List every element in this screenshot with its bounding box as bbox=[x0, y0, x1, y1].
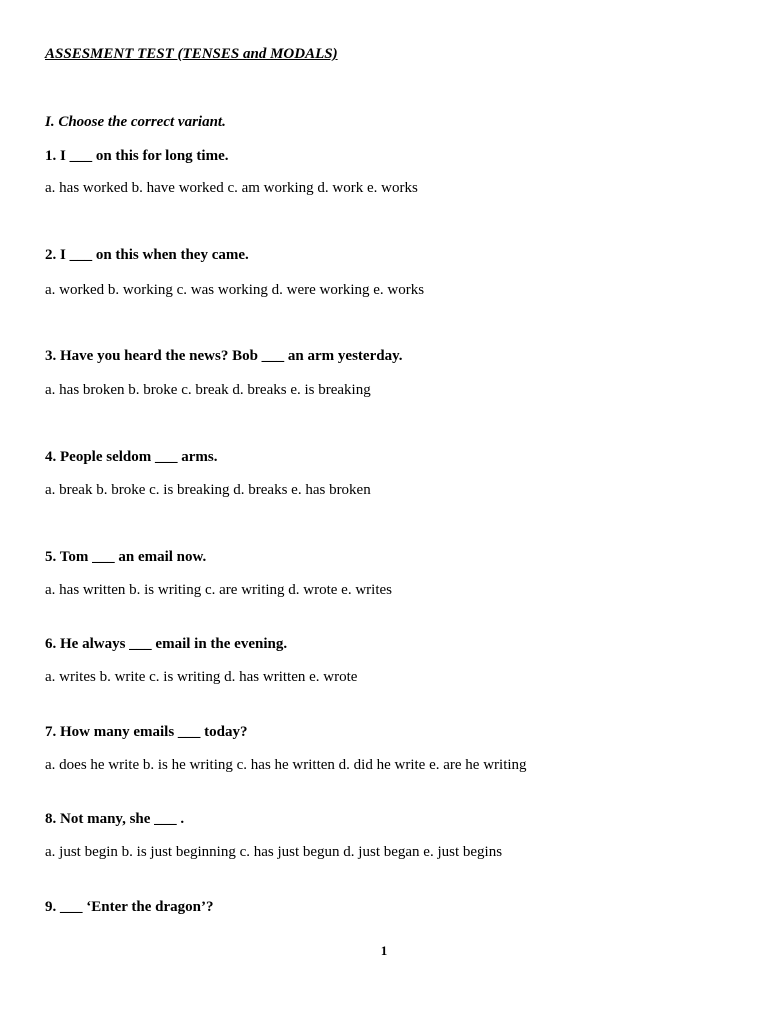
question-5-options: a. has written b. is writing c. are writing d. wrote e. writes bbox=[45, 582, 392, 598]
question-7: 7. How many emails ___ today? bbox=[45, 724, 248, 740]
question-6-options: a. writes b. write c. is writing d. has written e. wrote bbox=[45, 669, 358, 685]
question-2-options: a. worked b. working c. was working d. were working e. works bbox=[45, 282, 425, 298]
question-8-options: a. just begin b. is just beginning c. has just begun d. just began e. just begins bbox=[45, 844, 503, 860]
question-5: 5. Tom ___ an email now. bbox=[45, 549, 207, 565]
page-number: 1 bbox=[380, 943, 388, 958]
question-9: 9. ___ ‘Enter the dragon’? bbox=[45, 899, 214, 915]
question-7-options: a. does he write b. is he writing c. has he written d. did he write e. are he writing bbox=[45, 757, 527, 773]
question-3: 3. Have you heard the news? Bob ___ an arm yesterday. bbox=[45, 348, 403, 364]
page-title: ASSESMENT TEST (TENSES and MODALS) bbox=[45, 46, 338, 62]
question-2: 2. I ___ on this when they came. bbox=[45, 247, 249, 263]
question-1: 1. I ___ on this for long time. bbox=[45, 148, 229, 164]
question-8: 8. Not many, she ___ . bbox=[45, 811, 185, 827]
question-4-options: a. break b. broke c. is breaking d. breaks e. has broken bbox=[45, 482, 371, 498]
section-heading: I. Choose the correct variant. bbox=[45, 114, 226, 130]
question-1-options: a. has worked b. have worked c. am working d. work e. works bbox=[45, 180, 418, 196]
question-6: 6. He always ___ email in the evening. bbox=[45, 636, 288, 652]
question-3-options: a. has broken b. broke c. break d. breaks e. is breaking bbox=[45, 382, 371, 398]
question-4: 4. People seldom ___ arms. bbox=[45, 449, 218, 465]
